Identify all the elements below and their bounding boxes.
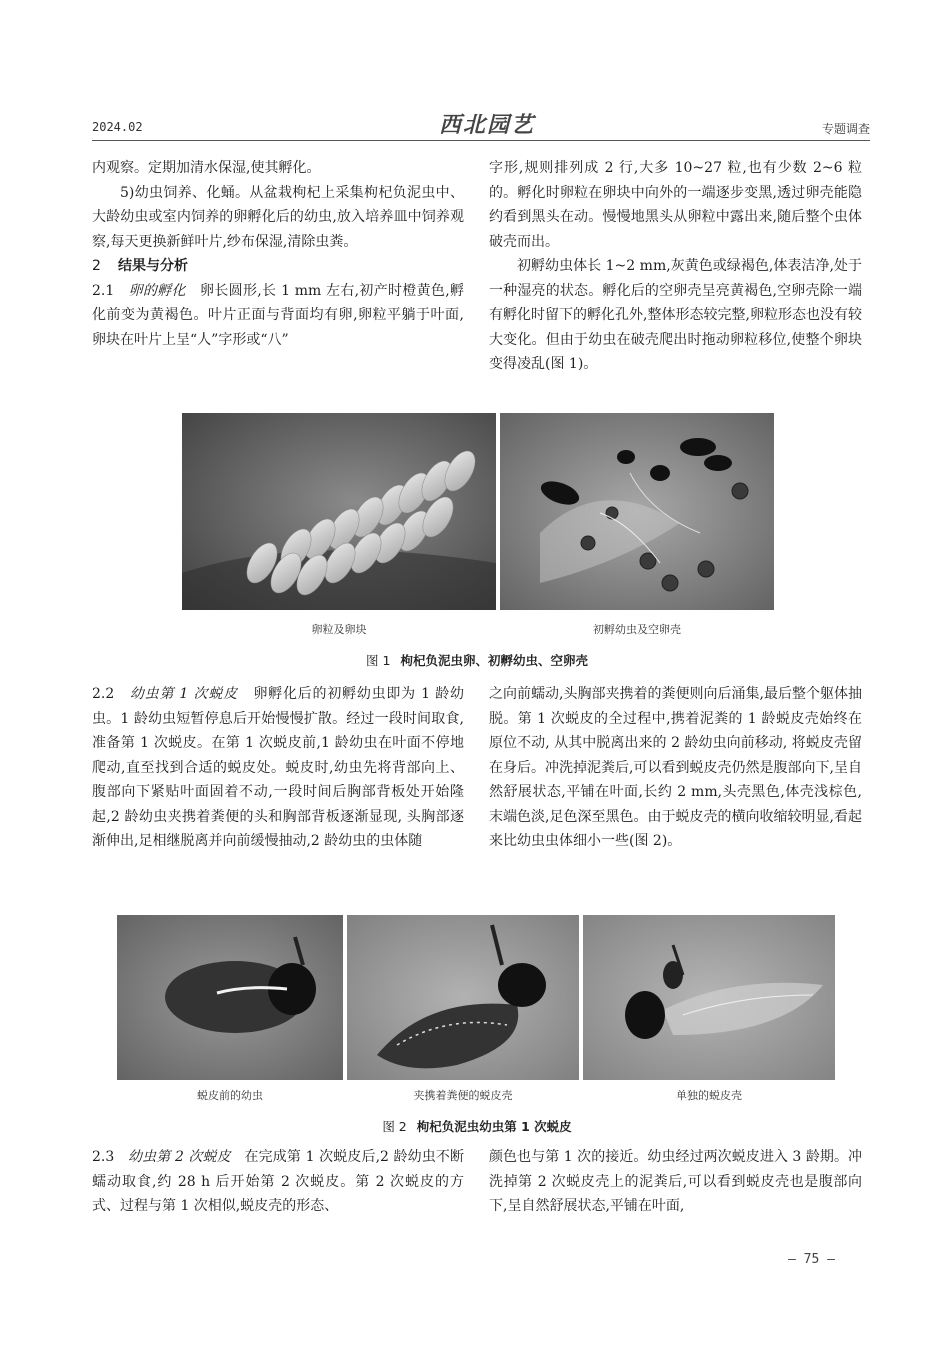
top-left-column — [92, 156, 464, 352]
fig1-caption-b: 初孵幼虫及空卵壳 — [593, 623, 681, 636]
paragraph: 2.3 幼虫第 2 次蜕皮 在完成第 1 次蜕皮后,2 龄幼虫不断蠕动取食,约 28 h 后开始第 2 次蜕皮。第 2 次蜕皮的方式、过程与第 1 次相似,蜕皮壳的形态、 — [92, 1149, 464, 1214]
paragraph: 2.1 卵的孵化 卵长圆形,长 1 mm 左右,初产时橙黄色,孵化前变为黄褐色。叶片正面与背面均有卵,卵粒平躺于叶面,卵块在叶片上呈“人”字形或“八” — [92, 282, 464, 348]
paragraph: 字形,规则排列成 2 行,大多 10~27 粒,也有少数 2~6 粒的。孵化时卵粒在卵块中向外的一端逐步变黑,透过卵壳能隐约看到黑头在动。慢慢地黑头从卵粒中露出来,随后整个虫体破壳而出。 — [489, 160, 862, 250]
section-name: 专题调查 — [821, 122, 870, 136]
journal-logo: 西北园艺 — [438, 112, 535, 138]
paragraph: 内观察。定期加清水保湿,使其孵化。 — [92, 160, 321, 176]
middle-right-column — [489, 682, 862, 854]
photo-exuvia-with-frass — [347, 915, 579, 1080]
photo-exuvia-alone — [583, 915, 835, 1080]
paragraph: 之向前蠕动,头胸部夹携着的粪便则向后涌集,最后整个躯体抽脱。第 1 次蜕皮的全过程中,携着泥粪的 1 龄蜕皮壳始终在原位不动, 从其中脱离出来的 2 龄幼虫向前移动, 将蜕皮壳留在身后。冲洗掉泥粪后,可以看到蜕皮壳仍然是腹部向下,呈自然舒展状态,平铺在叶面,长约 2 mm,头壳黑色,体壳浅棕色,末端色淡,足色深至黑色。由于蜕皮壳的横向收缩较明显,看起来比幼虫虫体细小一些(图 2)。 — [489, 686, 862, 849]
fig1-title: 图 1 枸杞负泥虫卵、初孵幼虫、空卵壳 — [366, 653, 588, 668]
fig2-title: 图 2 枸杞负泥虫幼虫第 1 次蜕皮 — [382, 1119, 572, 1134]
fig2-caption-a: 蜕皮前的幼虫 — [197, 1089, 263, 1102]
paragraph: 5)幼虫饲养、化蛹。从盆栽枸杞上采集枸杞负泥虫中、大龄幼虫或室内饲养的卵孵化后的幼虫,放入培养皿中饲养观察,每天更换新鲜叶片,纱布保湿,清除虫粪。 — [92, 184, 464, 250]
figure-2 — [117, 915, 835, 1080]
top-right-column — [489, 156, 862, 377]
subsection-title: 幼虫第 1 次蜕皮 — [129, 686, 238, 702]
bottom-left-column — [92, 1145, 464, 1219]
figure-1 — [182, 413, 774, 610]
photo-egg-mass — [182, 413, 496, 610]
paragraph: 初孵幼虫体长 1~2 mm,灰黄色或绿褐色,体表洁净,处于一种湿亮的状态。孵化后的空卵壳呈亮黄褐色,空卵壳除一端有孵化时留下的孵化孔外,整体形态较完整,卵粒形态也没有较大变化。但由于幼虫在破壳爬出时拖动卵粒移位,使整个卵块变得凌乱(图 1)。 — [489, 258, 862, 372]
paragraph: 颜色也与第 1 次的接近。幼虫经过两次蜕皮进入 3 龄期。冲洗掉第 2 次蜕皮壳上的泥粪后,可以看到蜕皮壳也是腹部向下,呈自然舒展状态,平铺在叶面, — [489, 1149, 862, 1214]
fig1-caption-a: 卵粒及卵块 — [311, 623, 367, 636]
middle-left-column — [92, 682, 464, 854]
subsection-title: 幼虫第 2 次蜕皮 — [128, 1149, 231, 1165]
page-header — [92, 108, 870, 142]
fig2-caption-c: 单独的蜕皮壳 — [676, 1089, 742, 1102]
photo-larva-before-molt — [117, 915, 343, 1080]
bottom-right-column — [489, 1145, 862, 1219]
fig2-caption-b: 夹携着粪便的蜕皮壳 — [413, 1089, 513, 1102]
paragraph: 2.2 幼虫第 1 次蜕皮 卵孵化后的初孵幼虫即为 1 龄幼虫。1 龄幼虫短暂停息后开始慢慢扩散。经过一段时间取食, 准备第 1 次蜕皮。在第 1 次蜕皮前,1 龄幼虫在叶面不停地爬动,直至找到合适的蜕皮处。蜕皮时,幼虫先将背部向上、腹部向下紧贴叶面固着不动,一段时间后胸部背板处开始隆起,2 龄幼虫夹携着粪便的头和胸部背板逐渐显现, 头胸部逐渐伸出,足相继脱离并向前缓慢抽动,2 龄幼虫的虫体随 — [92, 686, 465, 849]
issue-date: 2024.02 — [92, 120, 143, 134]
header-rule — [92, 140, 870, 141]
page-number: — 75 — — [788, 1252, 835, 1267]
section-heading: 2 结果与分析 — [92, 258, 188, 274]
photo-larvae-empty-shells — [500, 413, 774, 610]
subsection-title: 卵的孵化 — [128, 282, 186, 299]
